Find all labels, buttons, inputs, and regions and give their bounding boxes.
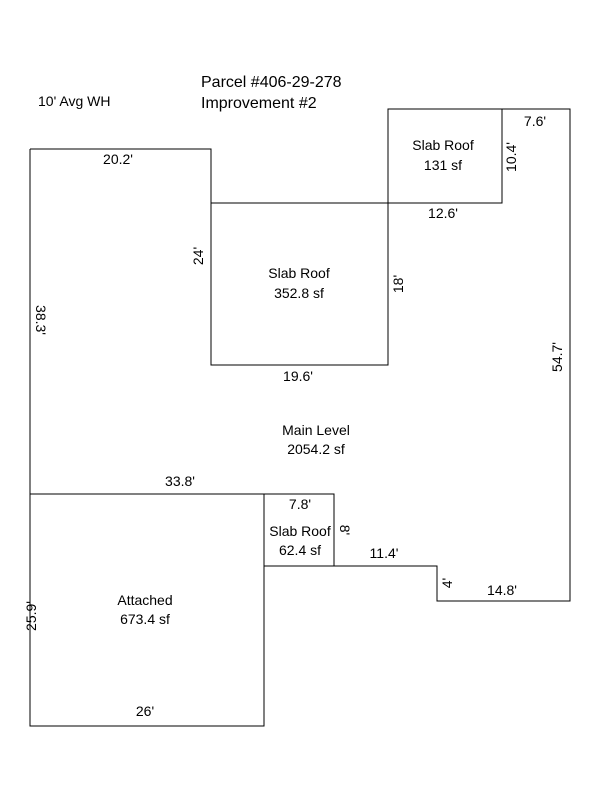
attached-area: 673.4 sf	[120, 611, 170, 627]
dim-center-right: 18'	[390, 274, 406, 294]
main-level-name: Main Level	[282, 422, 350, 438]
improvement-label: Improvement #2	[201, 95, 317, 112]
dim-center-left: 24'	[190, 246, 206, 266]
slab-roof-center-outline	[211, 203, 388, 365]
dim-top-slab-bottom: 12.6'	[428, 205, 458, 221]
dim-center-bottom: 19.6'	[283, 368, 313, 384]
dim-step-width: 11.4'	[369, 545, 399, 561]
dim-top-slab-right: 10.4'	[503, 142, 519, 172]
dim-bottom-right-width: 14.8'	[487, 582, 517, 598]
dim-top-right-width: 7.6'	[523, 113, 547, 129]
avg-wall-height-label: 10' Avg WH	[38, 93, 111, 109]
attached-name: Attached	[117, 592, 173, 608]
slab-roof-center-area: 352.8 sf	[274, 285, 324, 301]
dim-attached-bottom: 26'	[135, 703, 155, 719]
main-level-area: 2054.2 sf	[287, 441, 345, 457]
slab-roof-small-name: Slab Roof	[269, 523, 331, 539]
slab-roof-small-area: 62.4 sf	[278, 542, 322, 558]
dim-top-left-width: 20.2'	[103, 151, 133, 167]
dim-small-slab-right: 8'	[337, 524, 353, 536]
dim-right-side: 54.7'	[549, 342, 565, 372]
slab-roof-center-name: Slab Roof	[268, 265, 330, 281]
dim-left-side: 38.3'	[33, 305, 49, 335]
dim-main-bottom-left: 33.8'	[165, 473, 195, 489]
slab-roof-top-outline	[388, 109, 502, 203]
dim-small-slab-top: 7.8'	[288, 496, 312, 512]
slab-roof-top-name: Slab Roof	[412, 137, 474, 153]
slab-roof-top-area: 131 sf	[423, 157, 463, 173]
dim-step-height: 4'	[439, 577, 455, 589]
dim-attached-left: 25.9'	[23, 601, 39, 631]
attached-outline	[30, 494, 264, 726]
parcel-label: Parcel #406-29-278	[201, 74, 342, 91]
